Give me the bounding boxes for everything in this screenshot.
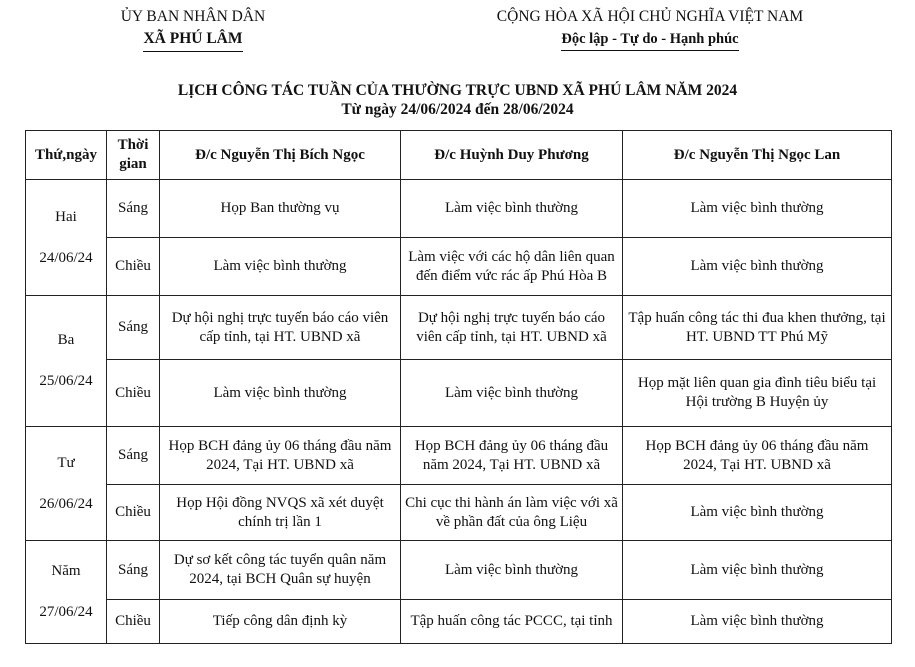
table-row (26, 600, 892, 644)
time-cell: Sáng (107, 541, 160, 600)
date-range: Từ ngày 24/06/2024 đến 28/06/2024 (341, 101, 574, 118)
task-cell: Làm việc bình thường (401, 360, 623, 427)
header-day: Thứ,ngày (26, 131, 107, 180)
task-cell: Dự hội nghị trực tuyến báo cáo viên cấp tỉnh, tại HT. UBND xã (160, 296, 401, 360)
table-row (26, 180, 892, 238)
header-person-3: Đ/c Nguyễn Thị Ngọc Lan (623, 131, 892, 180)
task-cell: Họp Ban thường vụ (160, 180, 401, 238)
task-cell: Làm việc bình thường (623, 485, 892, 541)
header-time: Thời gian (107, 131, 160, 180)
time-cell: Chiều (107, 600, 160, 644)
task-cell: Làm việc bình thường (401, 541, 623, 600)
task-cell: Họp BCH đảng ủy 06 tháng đầu năm 2024, Tại HT. UBND xã (160, 427, 401, 485)
table-row (26, 238, 892, 296)
day-cell (26, 541, 107, 644)
day-date: 25/06/24 (39, 373, 93, 389)
task-cell: Họp Hội đồng NVQS xã xét duyệt chính trị lần 1 (160, 485, 401, 541)
day-date: 24/06/24 (39, 249, 93, 266)
day-name: Tư (57, 454, 75, 471)
time-cell: Sáng (107, 180, 160, 238)
time-cell: Chiều (107, 485, 160, 541)
time-cell: Sáng (107, 427, 160, 485)
task-cell: Làm việc bình thường (623, 238, 892, 296)
national-motto: Độc lập - Tự do - Hạnh phúc (561, 28, 738, 51)
task-cell: Tập huấn công tác PCCC, tại tỉnh (401, 600, 623, 644)
table-row (26, 296, 892, 360)
header-person-2: Đ/c Huỳnh Duy Phương (401, 131, 623, 180)
task-cell: Làm việc với các hộ dân liên quan đến điểm vức rác ấp Phú Hòa B (401, 238, 623, 296)
task-cell: Chi cục thi hành án làm việc với xã về phần đất của ông Liệu (401, 485, 623, 541)
document-title: LỊCH CÔNG TÁC TUẦN CỦA THƯỜNG TRỰC UBND XÃ PHÚ LÂM NĂM 2024 (177, 82, 738, 99)
table-row (26, 427, 892, 485)
task-cell: Tập huấn công tác thi đua khen thưởng, tại HT. UBND TT Phú Mỹ (623, 296, 892, 360)
document-title-block (0, 81, 915, 119)
day-date: 26/06/24 (39, 495, 93, 512)
task-cell: Làm việc bình thường (160, 360, 401, 427)
task-cell: Dự hội nghị trực tuyến báo cáo viên cấp tỉnh, tại HT. UBND xã (401, 296, 623, 360)
task-cell: Dự sơ kết công tác tuyển quân năm 2024, tại BCH Quân sự huyện (160, 541, 401, 600)
table-header-row (26, 131, 892, 180)
issuing-authority (98, 6, 288, 52)
national-title: CỘNG HÒA XÃ HỘI CHỦ NGHĨA VIỆT NAM (496, 8, 804, 25)
task-cell: Làm việc bình thường (623, 600, 892, 644)
day-date: 27/06/24 (39, 604, 93, 620)
day-cell (26, 296, 107, 427)
time-cell: Sáng (107, 296, 160, 360)
task-cell: Làm việc bình thường (623, 541, 892, 600)
task-cell: Làm việc bình thường (623, 180, 892, 238)
day-name: Hai (55, 208, 77, 225)
day-name: Ba (57, 332, 75, 348)
day-name: Năm (51, 563, 81, 579)
authority-line-2: XÃ PHÚ LÂM (143, 28, 242, 52)
table-row (26, 541, 892, 600)
day-cell (26, 180, 107, 296)
task-cell: Làm việc bình thường (160, 238, 401, 296)
day-cell (26, 427, 107, 541)
table-row (26, 485, 892, 541)
table-row (26, 360, 892, 427)
task-cell: Họp BCH đảng ủy 06 tháng đầu năm 2024, Tại HT. UBND xã (401, 427, 623, 485)
task-cell: Làm việc bình thường (401, 180, 623, 238)
task-cell: Họp BCH đảng ủy 06 tháng đầu năm 2024, Tại HT. UBND xã (623, 427, 892, 485)
time-cell: Chiều (107, 238, 160, 296)
header-person-1: Đ/c Nguyễn Thị Bích Ngọc (160, 131, 401, 180)
task-cell: Tiếp công dân định kỳ (160, 600, 401, 644)
time-cell: Chiều (107, 360, 160, 427)
authority-line-1: ỦY BAN NHÂN DÂN (120, 8, 266, 25)
schedule-table (25, 130, 892, 644)
national-heading (440, 6, 860, 51)
task-cell: Họp mặt liên quan gia đình tiêu biểu tại Hội trường B Huyện ủy (623, 360, 892, 427)
